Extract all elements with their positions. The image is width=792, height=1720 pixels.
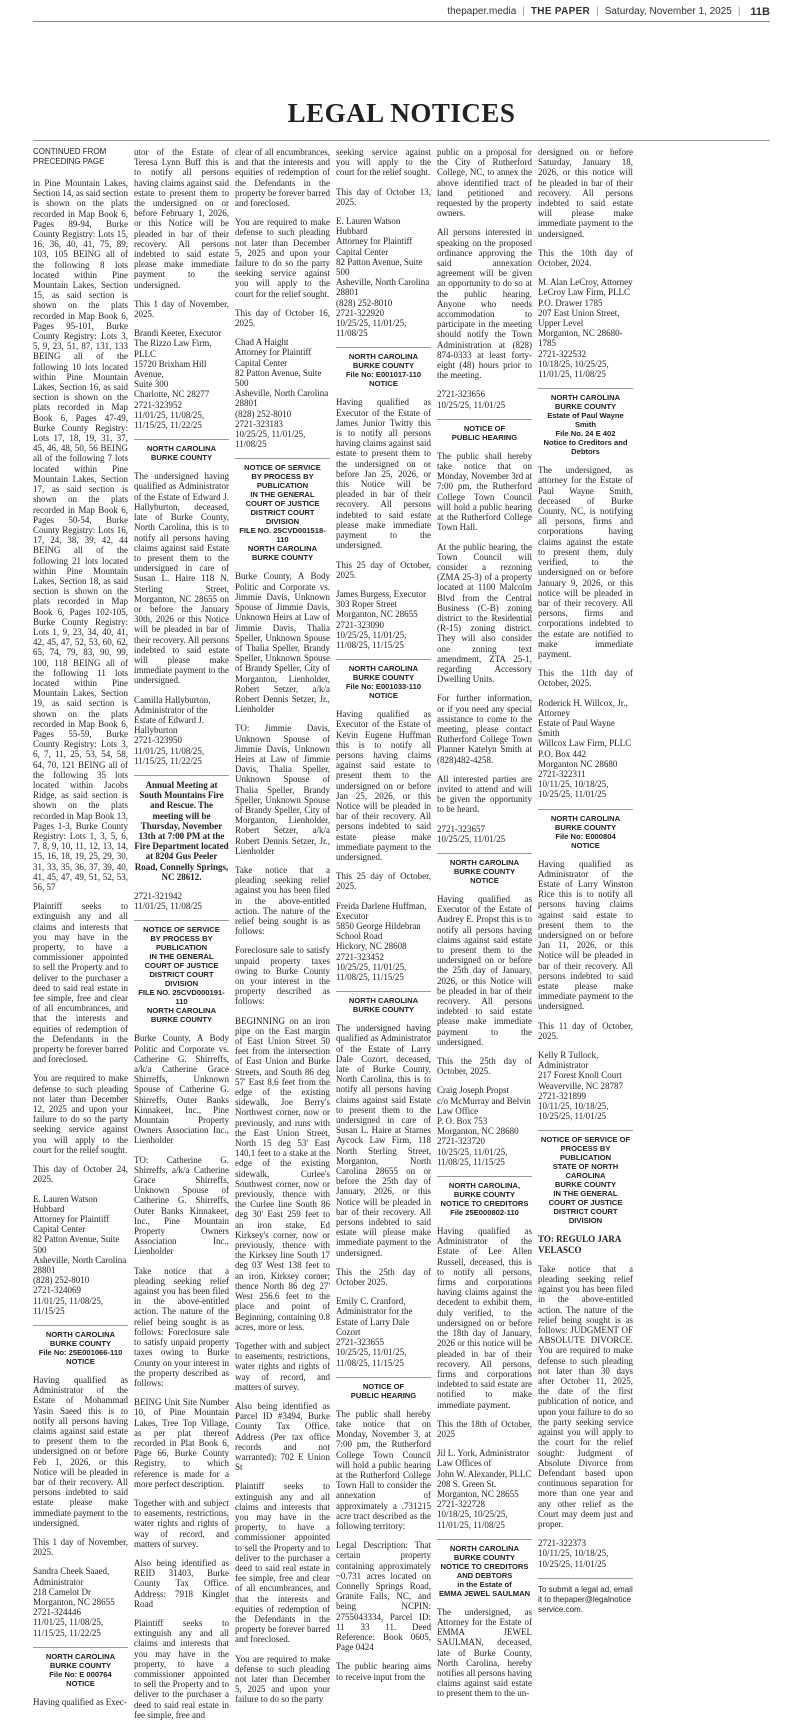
- notice-paragraph: The undersigned having qualified as Administrator of the Estate of Edward J. Hallyburton, deceased, late of Burke County, North Carolina, this is to notify all persons having claims against said Estate to present them to the undersigned in care of Susan L. Haire 118 N. Sterling Street, Morganton, NC 28655 on or before the January 30th, 2026 or this Notice will be pleaded in bar of their recovery. All persons indebted to said estate will please make immediate payment to the undersigned.: [134, 471, 229, 686]
- notice-paragraph: At the public hearing, the Town Council will consider a rezoning (ZMA 25-3) of a property located at 1100 Malcolm Blvd from the Central Business (C-B) zoning district to the Residential (R-15) zoning district. They will also consider one zoning text amendment, ZTA 25-1, regarding Accessory Dwelling Units.: [437, 541, 532, 685]
- notice-heading: NORTH CAROLINA BURKE COUNTY File No: E000804 NOTICE: [550, 813, 621, 850]
- notice-paragraph: in Pine Mountain Lakes, Section 14, as said section is shown on the plats recorded in Map Book 6, Pages 89-94, Burke County Registry: Lots 15, 16, 36, 40, 41, 75, 89, 103, 105 BEING all of the following 8 lots located within Pine Mountain Lakes, Section 15, as said section is shown on the plats recorded in Map Book 6, Pages 95-101, Burke County Registry: Lots 3, 5, 9, 23, 51, 87, 131, 133 BEING all of the following 10 lots located within Pine Mountain Lakes, Section 16, as said section is shown on the plats recorded in Map Book 6, Pages 47-49, Burke County Registry: Lots 17, 18, 19, 31, 37, 45, 46, 48, 50, 56 BEING all of the following 7 lots located within Pine Mountain Lakes, Section 17, as said section is shown on the plats recorded in Map Book 6, Pages 50-54, Burke County Registry: Lots 16, 17, 24, 38, 39, 42, 44 BEING all of the following 21 lots located within Pine Mountain Lakes, Section 18, as said section is shown on the plats recorded in Map Book 6, Pages 102-105, Burke County Registry: Lots 1, 9, 23, 34, 40, 41, 42, 45, 47, 52, 53, 60, 62, 65, 74, 79, 83, 90, 99, 100, 118 BEING all of the following 11 lots located within Pine Mountain Lakes, Section 19, as said section is shown on the plats recorded in Map Book 6, Pages 55-59, Burke County Registry: Lots 3, 6, 7, 11, 25, 53, 54, 58, 64, 70, 121 BEING all of the following 35 lots located within Jacobs Ridge, as said section is shown on the plats recorded in Map Book 13, Pages 1-3, Burke County Registry: Lots 1, 3, 5, 6, 7, 8, 9, 10, 11, 12, 13, 14, 15, 16, 18, 19, 25, 29, 30, 31, 33, 35, 36, 37, 39, 40, 41, 45, 47, 49, 51, 52, 53, 56, 57: [33, 178, 128, 893]
- notice-paragraph: Take notice that a pleading seeking relief against you has been filed in the above-entitled action. The nature of the relief being sought is as follows: Foreclosure sale to satisfy unpaid property taxes owing to Burke County on your interest in the property described as follows:: [134, 1265, 229, 1388]
- notice-signature: Emily C. Cranford, Administrator for the Estate of Larry Dale Cozort 2721-323655 10/25/25, 11/01/25, 11/08/25, 11/15/25: [336, 1296, 413, 1368]
- notice-paragraph: Having qualified as Administrator of the Estate of Lee Allen Russell, deceased, this is to notify all persons, firms and corporations having claims against the decedent to exhibit them, duly verified, to the undersigned on or before the 18th day of January, 2026 or this notice will be pleaded in bar of their recovery. All persons, firms and corporations indebted to said estate are notified to make immediate payment.: [437, 1226, 532, 1410]
- notice-paragraph: Having qualified as Administrator of the Estate of Mohammad Yasin Saeed this is to notify all persons having claims against said estate to present them to the undersigned on or before Feb 1, 2026, or this Notice will be pleaded in bar of their recovery. All persons indebted to said estate please make immediate payment to the undersigned.: [33, 1374, 128, 1528]
- notice-signature: M. Alan LeCroy, Attorney LeCroy Law Firm, PLLC P.O. Drawer 1785 207 East Union Street, Upper Level Morganton, NC 28680-1785 2721-322532 10/18/25, 10/25/25, 11/01/25, 11/08/25: [538, 277, 633, 380]
- issue-date: Saturday, November 1, 2025: [604, 6, 732, 17]
- notice-paragraph: This day of October 24, 2025.: [33, 1164, 128, 1185]
- notice-divider: [538, 388, 633, 389]
- notice-paragraph: BEGINNING on an iron pipe on the East margin of East Union Street 50 feet from the intersection of East Union and Burke Streets, and South 86 deg 57' East 8.6 feet from the edge of the existing sidewalk, Joe Berry's Northwest corner, now or previously, and runs with the East Union Street, North 15 deg 53' East 140.1 feet to a stake at the edge of the existing sidewalk, Curlee's Southwest corner, now or previously, thence with the Curlee line South 86 deg 30' East 259 feet to an iron stake, Ed Kirksey's corner, now or previously, thence with the Kirksey line South 17 deg 03' West 138 feet to an iron, Kirksey corner; thence North 86 deg 27' West 256.6 feet to the place and point of Beginning, containing 0.8 acres, more or less.: [235, 1015, 330, 1332]
- notice-divider: [336, 347, 431, 348]
- notice-paragraph: Having qualified as Administrator of the Estate of Larry Winston Rice this is to notify all persons having claims against said estate to present them to the undersigned on or before Jan 11, 2026, or this Notice will be pleaded in bar of their recovery. All persons indebted to said estate please make immediate payment to the undersigned.: [538, 858, 633, 1012]
- notice-heading: NORTH CAROLINA, BURKE COUNTY NOTICE TO CREDITORS File 25E000802-110: [440, 1181, 529, 1218]
- notice-paragraph: The public hearing aims to receive input from the: [336, 1661, 431, 1682]
- notice-heading: NOTICE OF SERVICE OF PROCESS BY PUBLICATION STATE OF NORTH CAROLINA BURKE COUNTY IN THE GENERAL COURT OF JUSTICE DISTRICT COURT DIVISION: [540, 1135, 631, 1226]
- notice-heading: NOTICE OF PUBLIC HEARING: [350, 1381, 417, 1400]
- notice-heading: NORTH CAROLINA BURKE COUNTY: [348, 996, 419, 1015]
- notice-signature: Brandi Keeter, Executor The Rizzo Law Firm, PLLC 15720 Brixham Hill Avenue, Suite 300 Charlotte, NC 28277 2721-323952 11/01/25, 11/08/25, 11/15/25, 11/22/25: [134, 328, 222, 431]
- notice-divider: [336, 659, 431, 660]
- notice-paragraph: Also being identified as REID 31403, Burke County Tax Office. Address: 7918 Kinglet Road: [134, 1557, 229, 1609]
- notice-paragraph: You are required to make defense to such pleading not later than December 5, 2025 and upon your failure to do so the party seeking service against you will apply to the court for the relief sought.: [235, 217, 330, 299]
- notice-divider: [437, 1539, 532, 1540]
- notice-divider: [437, 1176, 532, 1177]
- header-separator: |: [737, 6, 741, 17]
- header-separator: |: [596, 6, 599, 17]
- notice-heading: NOTICE OF PUBLIC HEARING: [451, 423, 518, 442]
- notice-divider: [538, 1130, 633, 1131]
- notice-paragraph: This the 25th day of October 2025.: [336, 1266, 431, 1288]
- notice-divider: [33, 1647, 128, 1648]
- notice-paragraph: For further information, or if you need any special assistance to come to the meeting, please contact Rutherford College Town Planner Katelyn Smith at (828)482-4258.: [437, 693, 532, 765]
- notice-paragraph: This the 25th day of October, 2025.: [437, 1056, 532, 1077]
- notice-paragraph: Take notice that a pleading seeking relief against you has been filed in the above-entitled action. The nature of the relief being sought is as follows:: [235, 864, 330, 937]
- header-separator: |: [522, 6, 525, 17]
- notice-column-1: [33, 147, 128, 1707]
- notice-paragraph: This the 18th of October, 2025: [437, 1418, 532, 1439]
- notice-paragraph: The undersigned, as Attorney for the Estate of EMMA JEWEL SAULMAN, deceased, late of Burke County, North Carolina, hereby notifies all persons having claims against said estate to present them to the un-: [437, 1606, 532, 1699]
- notice-divider: [33, 1325, 128, 1326]
- notice-paragraph: Take notice that a pleading seeking relief against you has been filed in the above-entitled action. The nature of the relief being sought is as follows: JUDGMENT OF ABSOLUTE DIVORCE. You are required to make defense to such pleading not later than 30 days after October 11, 2025, the date of the first publication of notice, and upon your failure to do so the party seeking service against you will apply to the court for the relief sought: Judgment of Absolute Divorce from Defendant based upon continuous separation for more than one year and any other relief as the Court may deem just and proper.: [538, 1263, 633, 1529]
- notice-paragraph: Plaintiff seeks to extinguish any and all claims and interests that you may have in the property, to have a commissioner appointed to sell the Property and to deliver to the purchaser a deed to said real estate in fee simple, free and clear of all encumbrances, and that the interests and equities of redemption of the Defendants in the property be forever barred and foreclosed.: [33, 901, 128, 1065]
- notice-paragraph: Also being identified as Parcel ID #3494, Burke County Tax Office. Address (Per tax office records and not warranted): 702 E Union St: [235, 1400, 330, 1473]
- page-number: 11B: [750, 5, 770, 18]
- notice-column-4: [336, 147, 431, 1682]
- title-divider: [33, 140, 770, 141]
- notice-divider: [134, 920, 229, 921]
- notice-paragraph: TO: Jimmie Davis, Unknown Spouse of Jimmie Davis, Unknown Heirs at Law of Jimmie Davis, Thalia Speller, Unknown Spouse of Thalia Speller, Brandy Speller, Unknown Spouse of Brandy Speller, City of Morganton, Lienholder, Robert Setzer, a/k/a Robert Dennis Setzer, Jr., Lienholder: [235, 723, 330, 856]
- notice-signature: 2721-322373 10/11/25, 10/18/25, 10/25/25, 11/01/25: [538, 1538, 609, 1569]
- notice-column-2: [134, 147, 229, 1720]
- notice-signature: Chad A Haight Attorney for Plaintiff Capital Center 82 Patton Avenue, Suite 500 Asheville, North Carolina 28801 (828) 252-8010 2721-323183 10/25/25, 11/01/25, 11/08/25: [235, 337, 329, 450]
- notice-paragraph: The undersigned having qualified as Administrator of the Estate of Larry Dale Cozort, deceased, late of Burke County, North Carolina, this is to notify all persons having claims against said Estate to present them to the undersigned in care of Susan L. Haire at Starnes Aycock Law Firm, 118 North Sterling Street, Morganton, North Carolina 28655 on or before the 25th day of January, 2026, or this Notice will be pleaded in bar of their recovery. All persons indebted to said estate will please make immediate payment to the undersigned.: [336, 1023, 431, 1258]
- notice-paragraph: All persons interested in speaking on the proposed ordinance approving the said annexation agreement will be given an opportunity to do so at the public hearing. Anyone who needs accommodation to participate in the meeting should notify the Town Administration at (828) 874-0333 at least forty-eight (48) hours prior to the meeting.: [437, 227, 532, 381]
- notice-signature: E. Lauren Watson Hubbard Attorney for Plaintiff Capital Center 82 Patton Avenue, Suite 500 Asheville, North Carolina 28801 (828) 252-8010 2721-324069 11/01/25, 11/08/25, 11/15/25: [33, 1193, 127, 1316]
- notice-signature: Craig Joseph Propst c/o McMurray and Belvin Law Office P. O. Box 753 Morganton, NC 28680 2721-323720 10/25/25, 11/01/25, 11/08/25, 11/15/25: [437, 1085, 531, 1167]
- notice-paragraph: This 11 day of October, 2025.: [538, 1020, 633, 1041]
- notice-signature: Roderick H. Willcox, Jr., Attorney Estate of Paul Wayne Smith Willcox Law Firm, PLLC P.O. Box 442 Morganton NC 28680 2721-322311 10/11/25, 10/18/25, 10/25/25, 11/01/25: [538, 697, 632, 800]
- notice-heading: NOTICE OF SERVICE BY PROCESS BY PUBLICATION IN THE GENERAL COURT OF JUSTICE DISTRICT COURT DIVISION FILE NO. 25CVD000191-110 NORTH CAROLINA BURKE COUNTY: [138, 925, 225, 1025]
- notice-signature: Jil L. York, Administrator Law Offices of John W. Alexander, PLLC 208 S. Green St. Morganton, NC 28655 2721-322728 10/18/25, 10/25/25, 11/01/25, 11/08/25: [437, 1448, 532, 1530]
- notice-heading: NOTICE OF SERVICE BY PROCESS BY PUBLICATION IN THE GENERAL COURT OF JUSTICE DISTRICT COURT DIVISION FILE NO. 25CVD001518-110 NORTH CAROLINA BURKE COUNTY: [239, 463, 326, 563]
- notice-paragraph: Plaintiff seeks to extinguish any and all claims and interests that you may have in the property, to have a commissioner appointed to sell the Property and to deliver to the purchaser a deed to said real estate in fee simple, free and clear of all encumbrances, and that the interests and equities of redemption of the Defendants in the property be forever barred and foreclosed.: [235, 1481, 330, 1645]
- submit-ad-note: To submit a legal ad, email it to thepaper@legalnotice service.com.: [538, 1578, 633, 1615]
- notice-paragraph: BEING Unit Site Number 10, of Pine Mountain Lakes, Tree Top Village, as per plat thereof recorded in Plat Book 6, Page 66, Burke County Registry, to which reference is made for a more perfect description.: [134, 1397, 229, 1489]
- notice-paragraph: The public shall hereby take notice that on Monday, November 3, at 7:00 pm, the Rutherford College Town Council will hold a public hearing at the Rutherford College Town Hall to consider the annexation of approximately a .731215 acre tract described as the following territory:: [336, 1408, 431, 1531]
- notice-paragraph: Legal Description: That certain property containing approximately ~0.731 acres located on Connelly Springs Road, Granite Falls, NC, and being NCPIN: 2755043334, Parcel ID: 11 33 11. Deed Reference: Book 0605, Page 0424: [336, 1540, 431, 1653]
- notice-divider: [235, 458, 330, 459]
- notice-paragraph: The public shall hereby take notice that on Monday, November 3rd at 7:00 pm, the Rutherford College Town Council will hold a public hearing at the Rutherford College Town Hall.: [437, 450, 532, 533]
- notice-signature: Freida Darlene Huffman, Executor 5850 George Hildebran School Road Hickory, NC 28608 2721-323452 10/25/25, 11/01/25, 11/08/25, 11/15/25: [336, 900, 427, 982]
- notice-paragraph: public on a proposal for the City of Rutherford College, NC, to annex the above identified tract of land petitioned and requested by the property owners.: [437, 147, 532, 219]
- notice-paragraph: Together with and subject to easements, restrictions, water rights and rights of way of record, and matters of survey.: [235, 1340, 330, 1392]
- notice-signature: Sandra Cheek Saaed, Administrator 218 Camelot Dr Morganton, NC 28655 2721-324446 11/01/25, 11/08/25, 11/15/25, 11/22/25: [33, 1566, 115, 1638]
- notice-column-5: [437, 147, 533, 1699]
- notice-addressee: TO: REGULO JARA VELASCO: [538, 1234, 621, 1255]
- notice-column-6: [538, 147, 633, 1627]
- notice-heading: NORTH CAROLINA BURKE COUNTY File No: E 000764 NOTICE: [45, 1651, 116, 1688]
- notice-paragraph: This day of October 16, 2025.: [235, 307, 330, 329]
- site-url[interactable]: thepaper.media: [447, 6, 517, 17]
- notice-column-3: [235, 147, 330, 1705]
- notice-divider: [134, 775, 229, 776]
- meeting-announcement: Annual Meeting at South Mountains Fire and Rescue. The meeting will be Thursday, November 13th at 7:00 PM at the Fire Department located at 8204 Gus Peeler Road, Connelly Springs, NC 28612.: [134, 779, 229, 882]
- page-header: [33, 0, 770, 22]
- paper-name: THE PAPER: [530, 6, 591, 17]
- notice-signature: 2721-321942 11/01/25, 11/08/25: [134, 891, 202, 912]
- notice-heading: NORTH CAROLINA BURKE COUNTY Estate of Paul Wayne Smith File No. 24 E 402 Notice to Creditors and Debtors: [543, 393, 628, 457]
- notice-heading: NORTH CAROLINA BURKE COUNTY: [146, 444, 217, 463]
- notice-paragraph: This 25 day of October, 2025.: [336, 871, 431, 892]
- notice-signature: E. Lauren Watson Hubbard Attorney for Plaintiff Capital Center 82 Patton Avenue, Suite 500 Asheville, North Carolina 28801 (828) 252-8010 2721-322920 10/25/25, 11/01/25, 11/08/25: [336, 216, 430, 339]
- notice-heading: NORTH CAROLINA BURKE COUNTY NOTICE: [449, 857, 520, 885]
- notice-paragraph: This the 11th day of October, 2025.: [538, 668, 633, 689]
- notice-divider: [437, 853, 532, 854]
- notice-paragraph: All interested parties are invited to attend and will be given the opportunity to be heard.: [437, 773, 532, 815]
- notice-paragraph: Burke County, A Body Politic and Corporate vs. Jimmie Davis, Unknown Spouse of Jimmie Davis, Unknown Heirs at Law of Jimmie Davis, Thalia Speller, Unknown Spouse of Thalia Speller, Brandy Speller, Unknown Spouse of Brandy Speller, City of Morganton, Lienholder, Robert Setzer, a/k/a Robert Dennis Setzer, Jr., Lienholder: [235, 571, 330, 715]
- notice-paragraph: TO: Catherine G. Shirreffs, a/k/a Catherine Grace Shirreffs, Unknown Spouse of Catherine G. Shirreffs, Outer Banks Kinnakeet, Inc., Pine Mountain Property Owners Association Inc., Lienholder: [134, 1154, 229, 1257]
- notice-heading: NORTH CAROLINA BURKE COUNTY NOTICE TO CREDITORS AND DEBTORS in the Estate of EMMA JEWEL SAULMAN: [438, 1543, 531, 1598]
- notice-paragraph: clear of all encumbrances, and that the interests and equities of redemption of the Defendants in the property be forever barred and foreclosed.: [235, 147, 330, 209]
- notice-columns: [33, 147, 770, 1720]
- notice-divider: [134, 439, 229, 440]
- notice-paragraph: You are required to make defense to such pleading not later than December 5, 2025 and upon your failure to do so the party: [235, 1653, 330, 1705]
- notice-paragraph: This 1 day of November, 2025.: [134, 298, 229, 320]
- section-title: LEGAL NOTICES: [287, 98, 516, 128]
- notice-signature: Camilla Hallyburton, Administrator of the Estate of Edward J. Hallyburton 2721-323950 11/01/25, 11/08/25, 11/15/25, 11/22/25: [134, 694, 211, 766]
- notice-paragraph: Together with and subject to easements, restrictions, water rights and rights of way of record, and matters of survey.: [134, 1497, 229, 1549]
- notice-divider: [538, 809, 633, 810]
- notice-paragraph: Having qualified as Exec-: [33, 1696, 127, 1707]
- notice-paragraph: This day of October 13, 2025.: [336, 186, 431, 207]
- notice-paragraph: Plaintiff seeks to extinguish any and all claims and interests that you may have in the property, to have a commissioner appointed to sell the Property and to deliver to the purchaser a deed to said real estate in fee simple, free and: [134, 1617, 229, 1720]
- notice-signature: James Burgess, Executor 303 Roper Street Morganton, NC 28655 2721-323090 10/25/25, 11/01/25, 11/08/25, 11/15/25: [336, 588, 427, 650]
- notice-signature: 2721-323656 10/25/25, 11/01/25: [437, 389, 506, 410]
- notice-paragraph: Burke County, A Body Politic and Corporate vs. Catherine G. Shirreffs, a/k/a Catherine Grace Shirreffs, Unknown Spouse of Catherine G. Shirreffs, Outer Banks Kinnakeet, Inc., Pine Mountain Property Owners Association Inc., Lienholder: [134, 1033, 229, 1146]
- notice-paragraph: This the 10th day of October, 2024.: [538, 247, 633, 269]
- notice-signature: Kelly R Tullock, Administrator 217 Forest Knoll Court Weaverville, NC 28787 2721-321899 10/11/25, 10/18/25, 10/25/25, 11/01/25: [538, 1050, 624, 1122]
- notice-paragraph: Having qualified as Executor of the Estate of Kevin Eugene Huffman this is to notify all persons having claims against said estate to present them to the undersigned on or before Jan 25, 2026, or this Notice will be pleaded in bar of their recovery. All persons indebted to said estate please make immediate payment to the undersigned.: [336, 709, 431, 862]
- continued-label: CONTINUED FROM PRECEDING PAGE: [33, 147, 107, 166]
- notice-heading: NORTH CAROLINA BURKE COUNTY File No: E001033-110 NOTICE: [345, 664, 422, 701]
- notice-heading: NORTH CAROLINA BURKE COUNTY File No: E001017-110 NOTICE: [345, 352, 422, 389]
- notice-paragraph: You are required to make defense to such pleading not later than December 12, 2025 and upon your failure to do so the party seeking service against you will apply to the court for the relief sought.: [33, 1073, 128, 1155]
- notice-divider: [336, 1377, 431, 1378]
- notice-paragraph: utor of the Estate of Teresa Lynn Buff this is to notify all persons having claims against said estate to present them to the undersigned on or before February 1, 2026, or this Notice will be pleaded in bar of their recovery. All persons indebted to said estate please make immediate payment to the undersigned.: [134, 147, 229, 290]
- notice-paragraph: This 25 day of October, 2025.: [336, 559, 431, 580]
- notice-paragraph: dersigned on or before Saturday, January 18, 2026, or this notice will be pleaded in bar of their recovery. All persons indebted to said estate will please make immediate payment to the undersigned.: [538, 147, 633, 239]
- notice-paragraph: Foreclosure sale to satisfy unpaid property taxes owing to Burke County on your interest in the property described as follows:: [235, 945, 330, 1007]
- notice-paragraph: Having qualified as Executor of the Estate of Audrey E. Propst this is to notify all persons having claims against said estate to present them to the undersigned on or before the 25th day of January, 2026, or this Notice will be pleaded in bar of their recovery. All persons indebted to said estate please make immediate payment to the undersigned.: [437, 893, 533, 1047]
- notice-paragraph: Having qualified as Executor of the Estate of James Junior Twitty this is to notify all persons having claims against said estate to present them to the undersigned on or before Jan 25, 2026, or this Notice will be pleaded in bar of their recovery. All persons indebted to said estate please make immediate payment to the undersigned.: [336, 397, 431, 551]
- notice-signature: 2721-323657 10/25/25, 11/01/25: [437, 823, 506, 844]
- notice-divider: [437, 419, 532, 420]
- notice-paragraph: This 1 day of November, 2025.: [33, 1536, 128, 1558]
- notice-paragraph: The undersigned, as attorney for the Estate of Paul Wayne Smith, deceased of Burke County, NC, is notifying all persons, firms and corporations having claims against the estate to present them, duly verified, to the undersigned on or before January 9, 2026, or this notice will be pleaded in bar of their recovery. All persons, firms and corporations indebted to the estate are notified to make immediate payment.: [538, 465, 633, 659]
- notice-paragraph: seeking service against you will apply to the court for the relief sought.: [336, 147, 431, 178]
- notice-divider: [336, 991, 431, 992]
- notice-heading: NORTH CAROLINA BURKE COUNTY File No: 25E001066-110 NOTICE: [38, 1329, 123, 1366]
